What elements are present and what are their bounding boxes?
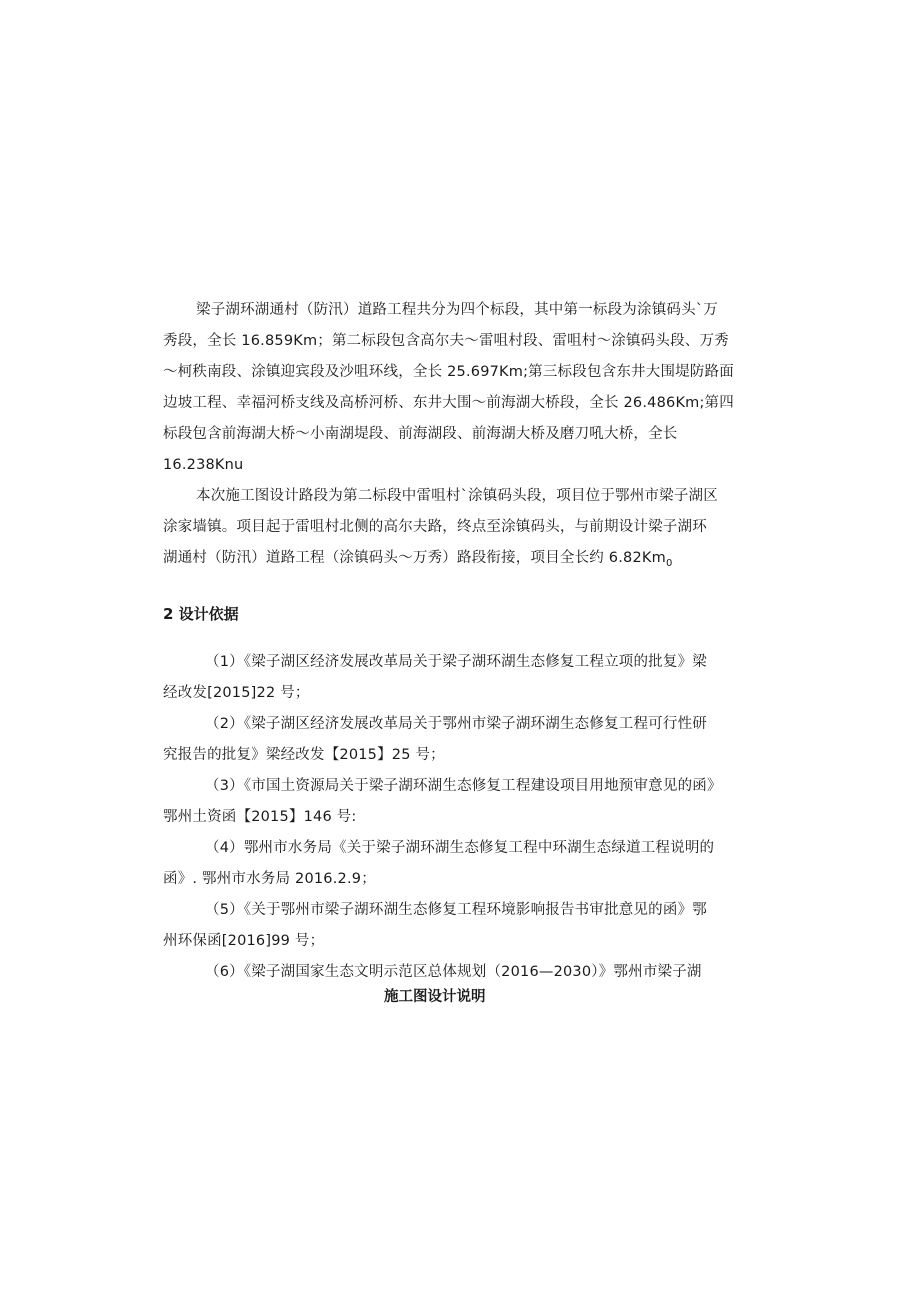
- text-line: 边坡工程、幸福河桥支线及高桥河桥、东井大围～前海湖大桥段，全长 26.486Km;第四: [163, 395, 734, 411]
- text-line: [163, 549, 673, 573]
- text-line: 16.238Knu: [163, 457, 244, 473]
- list-item-line: 鄂州土资函【2015】146 号:: [163, 809, 357, 825]
- list-item-line: （5）《关于鄂州市梁子湖环湖生态修复工程环境影响报告书审批意见的函》鄂: [205, 902, 707, 918]
- list-item-line: （1）《梁子湖区经济发展改革局关于梁子湖环湖生态修复工程立项的批复》梁: [205, 654, 707, 670]
- list-item-line: 函》. 鄂州市水务局 2016.2.9；: [163, 871, 376, 887]
- text-line: 标段包含前海湖大桥～小南湖堤段、前海湖段、前海湖大桥及磨刀吼大桥，全长: [163, 426, 678, 442]
- text-line: ～柯秩南段、涂镇迎宾段及沙咀环线，全长 25.697Km;第三标段包含东井大围堤防路面: [163, 364, 734, 380]
- text-line: 梁子湖环湖通村（防汛）道路工程共分为四个标段，其中第一标段为涂镇码头`万: [196, 302, 718, 318]
- subscript: 0: [665, 557, 673, 569]
- list-item-line: 究报告的批复》梁经改发【2015】25 号；: [163, 747, 445, 763]
- list-item-line: （4）鄂州市水务局《关于梁子湖环湖生态修复工程中环湖生态绿道工程说明的: [205, 840, 715, 856]
- list-item-line: 州环保函[2016]99 号；: [163, 933, 325, 949]
- list-item-line: 经改发[2015]22 号；: [163, 685, 310, 701]
- list-item-line: （3）《市国土资源局关于梁子湖环湖生态修复工程建设项目用地预审意见的函》: [205, 778, 722, 794]
- text-line-content: 湖通村（防汛）道路工程（涂镇码头～万秀）路段衔接，项目全长约 6.82Km: [163, 550, 666, 566]
- text-line: 涂家墙镇。项目起于雷咀村北侧的高尔夫路，终点至涂镇码头，与前期设计梁子湖环: [163, 519, 707, 535]
- text-line: 本次施工图设计路段为第二标段中雷咀村`涂镇码头段，项目位于鄂州市梁子湖区: [196, 488, 718, 504]
- section-heading: 2 设计依据: [163, 605, 239, 623]
- text-line: 秀段，全长 16.859Km；第二标段包含高尔夫～雷咀村段、雷咀村～涂镇码头段、万秀: [163, 333, 729, 349]
- list-item-line: （6）《梁子湖国家生态文明示范区总体规划（2016—2030）》鄂州市梁子湖: [205, 964, 702, 980]
- page-footer-title: 施工图设计说明: [384, 989, 486, 1005]
- list-item-line: （2）《梁子湖区经济发展改革局关于鄂州市梁子湖环湖生态修复工程可行性研: [205, 716, 707, 732]
